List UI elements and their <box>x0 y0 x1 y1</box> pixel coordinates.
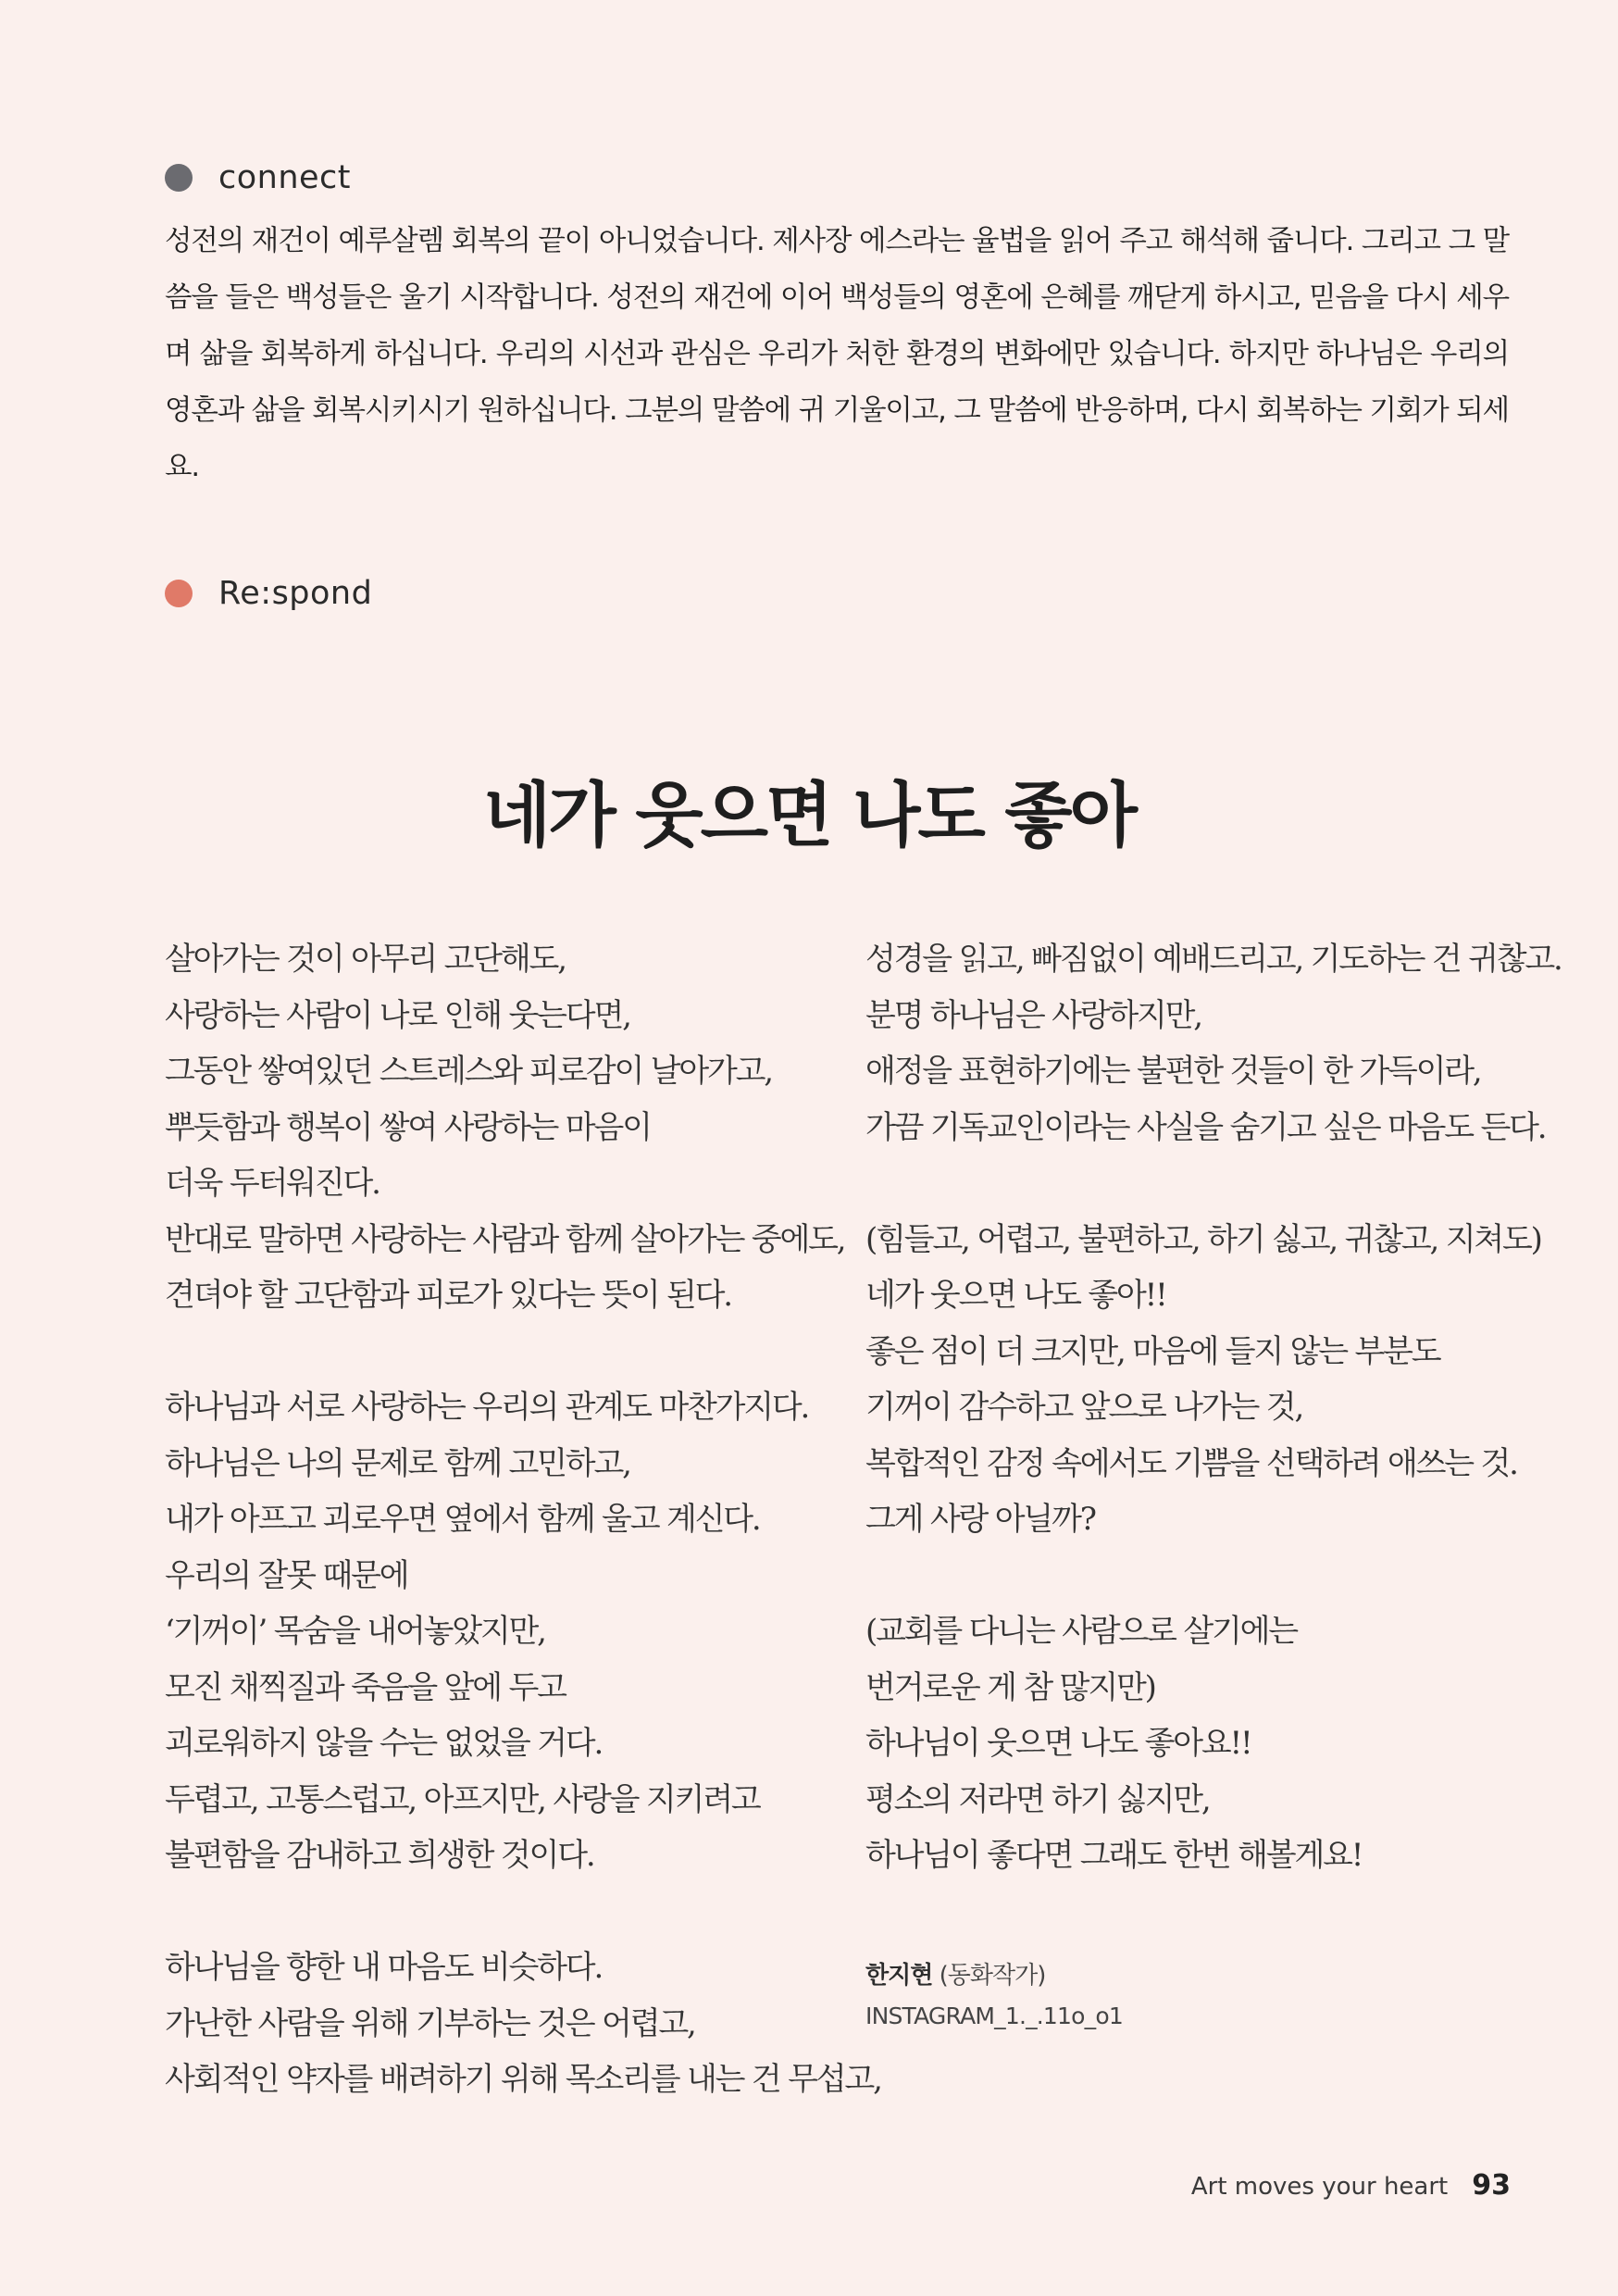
poem-title-bold: 나도 좋아 <box>852 774 1136 856</box>
poem-line: 우리의 잘못 때문에 <box>165 1556 408 1594</box>
poem-line: 더욱 두터워진다. <box>165 1165 380 1202</box>
poem-line: 살아가는 것이 아무리 고단해도, <box>165 941 566 978</box>
poem-line: 사회적인 약자를 배려하기 위해 목소리를 내는 건 무섭고, <box>165 2061 881 2098</box>
poem-line: 성경을 읽고, 빠짐없이 예배드리고, 기도하는 건 귀찮고. <box>865 941 1562 978</box>
poem-line: ‘기꺼이’ 목숨을 내어놓았지만, <box>165 1613 545 1650</box>
poem-line <box>865 1548 1513 1604</box>
poem-line: 뿌듯함과 행복이 쌓여 사랑하는 마음이 <box>165 1108 651 1146</box>
respond-bullet-dot <box>165 580 193 607</box>
author-instagram-handle: INSTAGRAM_1._.11o_o1 <box>865 2003 1123 2029</box>
connect-bullet-dot <box>165 164 193 192</box>
poem-line: 평소의 저라면 하기 싫지만, <box>865 1780 1210 1818</box>
page-number: 93 <box>1472 2169 1511 2202</box>
footer-tagline: Art moves your heart <box>1190 2173 1449 2201</box>
author-role: (동화작가) <box>939 1962 1046 1990</box>
page-footer <box>1191 2169 1511 2202</box>
poem-line: 좋은 점이 더 크지만, 마음에 들지 않는 부분도 <box>865 1332 1440 1370</box>
poem-line: 가난한 사람을 위해 기부하는 것은 어렵고, <box>165 2004 695 2042</box>
poem-line <box>165 1324 813 1380</box>
poem-line: 번거로운 게 참 많지만) <box>865 1668 1155 1706</box>
poem-line: 기꺼이 감수하고 앞으로 나가는 것, <box>865 1389 1303 1426</box>
poem-title-regular: 네가 웃으면 <box>482 774 831 856</box>
poem-line: 분명 하나님은 사랑하지만, <box>865 996 1201 1034</box>
respond-heading: Re:spond <box>218 575 373 612</box>
poem-line: 가끔 기독교인이라는 사실을 숨기고 싶은 마음도 든다. <box>865 1108 1546 1146</box>
poem-line: 사랑하는 사람이 나로 인해 웃는다면, <box>165 996 630 1034</box>
poem-line: 내가 아프고 괴로우면 옆에서 함께 울고 계신다. <box>165 1501 760 1538</box>
connect-heading: connect <box>218 159 352 196</box>
poem-line: 네가 웃으면 나도 좋아!! <box>865 1277 1166 1314</box>
poem-line: 모진 채찍질과 죽음을 앞에 두고 <box>165 1668 566 1706</box>
poem-line: 그동안 쌓여있던 스트레스와 피로감이 날아가고, <box>165 1053 772 1090</box>
poem-line: 견뎌야 할 고단함과 피로가 있다는 뜻이 된다. <box>165 1277 731 1314</box>
author-name-row <box>865 1953 1123 1998</box>
poem-line: (교회를 다니는 사람으로 살기에는 <box>865 1613 1297 1650</box>
poem-line: 괴로워하지 않을 수는 없었을 거다. <box>165 1725 603 1762</box>
connect-section-header <box>165 159 351 196</box>
poem-line: 불편함을 감내하고 희생한 것이다. <box>165 1837 594 1874</box>
poem-line: 복합적인 감정 속에서도 기쁨을 선택하려 애쓰는 것. <box>865 1444 1517 1482</box>
poem-line: 하나님과 서로 사랑하는 우리의 관계도 마찬가지다. <box>165 1389 809 1426</box>
poem-title <box>0 759 1618 860</box>
poem-line: 하나님이 좋다면 그래도 한번 해볼게요! <box>865 1837 1363 1874</box>
author-credit <box>865 1953 1123 2035</box>
respond-section-header <box>165 575 372 612</box>
connect-body-text: 성전의 재건이 예루살렘 회복의 끝이 아니었습니다. 제사장 에스라는 율법을 읽어 주고 해석해 줍니다. 그리고 그 말씀을 들은 백성들은 울기 시작합니다. 성전의 재건에 이어 백성들의 영혼에 은혜를 깨닫게 하시고, 믿음을 다시 세우며 삶을 회복하게 하십니다. 우리의 시선과 관심은 우리가 처한 환경의 변화에만 있습니다. 하지만 하나님은 우리의 영혼과 삶을 회복시키시기 원하십니다. 그분의 말씀에 귀 기울이고, 그 말씀에 반응하며, 다시 회복하는 기회가 되세요. <box>165 225 1509 483</box>
poem-line: 하나님을 향한 내 마음도 비슷하다. <box>165 1949 603 1986</box>
poem-line: 두렵고, 고통스럽고, 아프지만, 사랑을 지키려고 <box>165 1780 760 1818</box>
poem-line: 하나님이 웃으면 나도 좋아요!! <box>865 1725 1251 1762</box>
poem-right-column <box>865 931 1562 1884</box>
author-name: 한지현 <box>865 1962 933 1990</box>
poem-line: 그게 사랑 아닐까? <box>865 1501 1095 1538</box>
poem-line: 애정을 표현하기에는 불편한 것들이 한 가득이라, <box>865 1053 1481 1090</box>
poem-line: 하나님은 나의 문제로 함께 고민하고, <box>165 1444 630 1482</box>
poem-left-column <box>165 931 881 2108</box>
poem-line <box>165 1884 813 1940</box>
poem-line: 반대로 말하면 사랑하는 사람과 함께 살아가는 중에도, <box>165 1220 845 1258</box>
poem-line <box>865 1155 1513 1212</box>
poem-line: (힘들고, 어렵고, 불편하고, 하기 싫고, 귀찮고, 지쳐도) <box>865 1220 1541 1258</box>
